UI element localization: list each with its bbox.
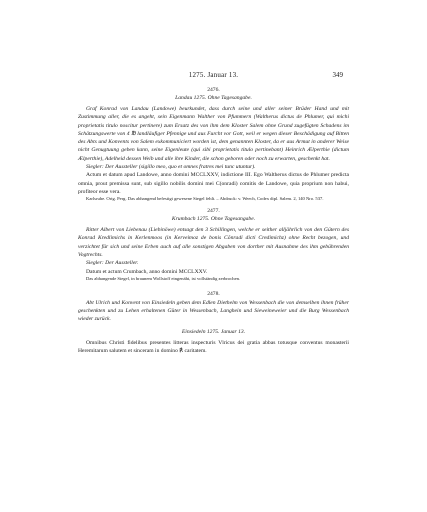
regest-2477: Ritter Albert von Liebenau (Liebinöwe) entsagt den 3 Schillingen, welche er seither alljährlich von den Gütern des Konrad Kredlimichs in Kerlenmoos (in Kerveimoz de bonis Cŏnradi dicti Credimichz) ohne Recht bezogen, und verzichtet für sich und seine Erben auch auf alle sonstigen Abgaben von dorther mit Ausnahme des ihm gebührenden Vogtrechts. (78, 227, 349, 259)
actum-2477: Datum et actum Crumbach, anno domini MCCLXXV. (86, 268, 208, 275)
document-number-2476: 2476. (207, 87, 220, 93)
dateline-2476: Landau 1275. Ohne Tagesangabe. (175, 95, 252, 101)
running-title: 1275. Januar 13. (188, 71, 239, 79)
page-number: 349 (332, 71, 343, 79)
page-body (78, 82, 349, 355)
source-note-2477: Das abhangende Siegel, in braunem Wollstoff eingenäht, ist vollständig zerbrochen. (86, 275, 241, 281)
document-number-2478: 2478. (207, 290, 220, 297)
sealer-2476: Siegler: Der Aussteller (sigillo meo, quo et omnes fratres mei tunc utuntur). (86, 164, 256, 171)
document-number-2477: 2477. (207, 208, 220, 215)
text-2478: Omnibus Christi fidelibus presentes litteras inspecturis Vlricus dei gratia abbas totusque conventus monasterii Heremitarum salutem et sinceram in domino ℟ caritatem. (78, 339, 349, 355)
regest-2478: Abt Ulrich und Konvent von Einsiedeln geben dem Edlen Diethelm von Wessenbach die von demselben ihnen früher geschenkten und zu Lehen erhaltenen Güter in Wessenbach, Langhein und Sieweineweier und die Burg Wessenbach wieder zurück. (78, 299, 349, 323)
dateline-2478: Einsiedeln 1275. Januar 13. (181, 328, 246, 335)
dateline-2477: Krumbach 1275. Ohne Tagesangabe. (171, 216, 256, 223)
sealer-2477: Siegler: Der Aussteller. (86, 260, 139, 267)
source-note-2476: Karlsruhe. Orig. Perg. Das abhangend befestigt gewesene Siegel fehlt. – Abdruck: v. Weech, Codex dipl. Salem. 2, 140 Nro. 537. (86, 196, 324, 202)
actum-2476: Actum et datum apud Landowe, anno domini MCCLXXV, indictione III. Ego Waltherus dictus de Phlumer predicta omnia, prout premissa sunt, sub sigillo nobilis domini mei C(onradi) comitis de Landowe, quia proprium non habui, profiteor esse vera. (78, 172, 349, 195)
page-header (0, 71, 427, 81)
regest-2476: Graf Konrad von Landau (Landowe) beurkundet, dass durch seine und aller seiner Brüder Hand und mit Zustimmung aller, die es angeht, sein Eigenmann Walther von Pfummern (Waltherus dictus de Phlumer, qui michi proprietatis titulo noscitur pertinere) zum Ersatz des von ihm dem Kloster Salem ohne Grund zugefügten Schadens im Schätzungswerte von 4 ℔ landläufiger Pfennige und aus Furcht vor Gott, weil er wegen dieser Beschädigung auf Bitten des Abts und Konvents von Salem exkommuniciert worden ist, dem genannten Kloster, da er aus Armut in anderer Weise nicht Genugtuung geben kann, seine Eigenleute (qui sibi proprietatis titulo pertinebant) Heinrich Ælperthie (dictum Ælperthie), Adelheid dessen Weib und alle ihre Kinder, die schon geboren oder noch zu erwarten, geschenkt hat. (78, 106, 349, 162)
